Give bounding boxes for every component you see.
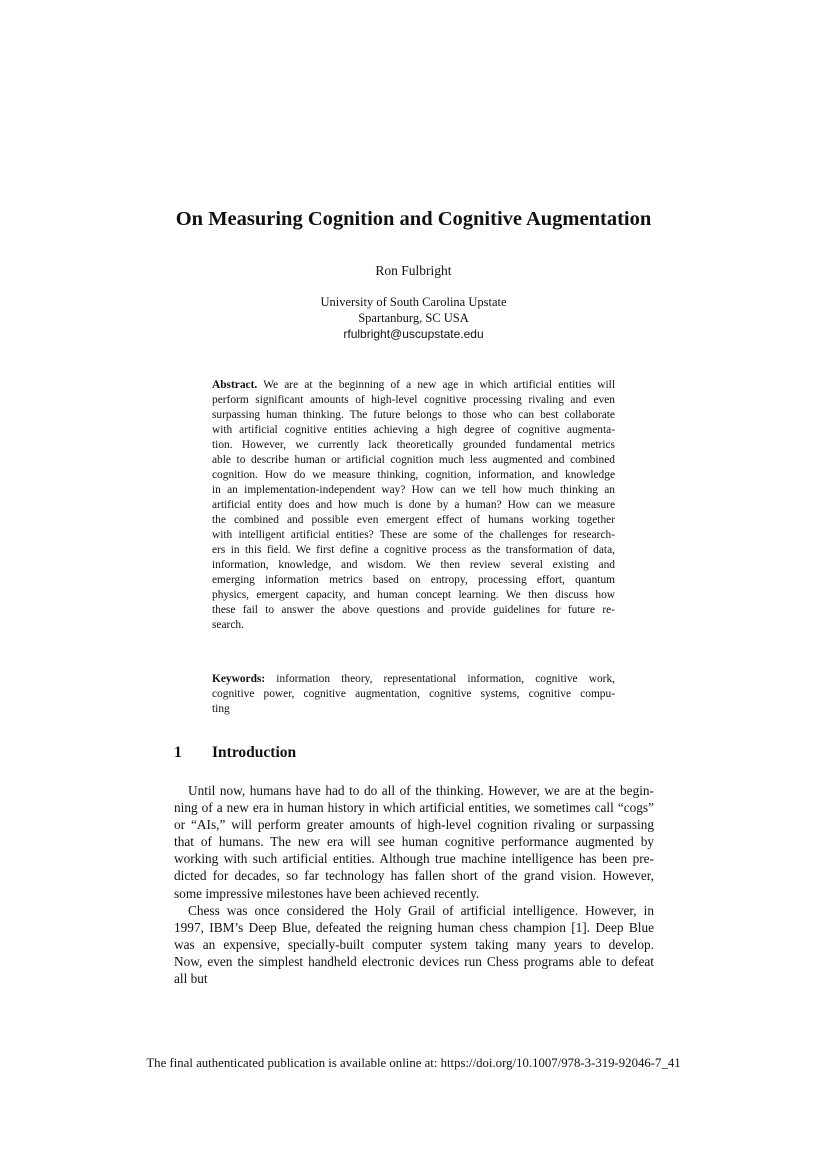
abstract-line: artificial entity does and how much is done by a human? How can we measure xyxy=(212,499,615,511)
abstract-line: these fail to answer the above questions and provide guidelines for future re- xyxy=(212,604,615,616)
abstract-line: in an implementation-independent way? How can we tell how much thinking an xyxy=(212,484,615,496)
abstract-line: with artificial cognitive entities achieving a high degree of cognitive augmenta- xyxy=(212,424,615,436)
abstract-line: the combined and possible even emergent effect of humans working together xyxy=(212,514,615,526)
abstract-line: perform significant amounts of high-level cognitive processing rivaling and even xyxy=(212,394,615,406)
body-line: was an expensive, specially-built computer system taking many years to develop. xyxy=(174,936,654,952)
abstract-line: tion. However, we currently lack theoretically grounded fundamental metrics xyxy=(212,439,615,451)
keywords-line: ting xyxy=(212,703,230,715)
body-line: that of humans. The new era will see human cognitive performance augmented by xyxy=(174,834,654,850)
section-title: Introduction xyxy=(212,744,297,761)
affiliation-institution: University of South Carolina Upstate xyxy=(320,295,507,309)
abstract-label: Abstract. xyxy=(212,379,258,391)
section-heading xyxy=(174,743,296,763)
keywords xyxy=(212,672,615,717)
body-line: or “AIs,” will perform greater amounts of high-level cognition rivaling or surpassing xyxy=(174,817,654,833)
body-line: dicted for decades, so far technology has fallen short of the grand vision. However, xyxy=(174,868,654,884)
abstract-line: search. xyxy=(212,619,244,631)
body-line: 1997, IBM’s Deep Blue, defeated the reigning human chess champion [1]. Deep Blue xyxy=(174,919,654,935)
introduction-body xyxy=(174,782,654,987)
abstract-line: Abstract. We are at the beginning of a new age in which artificial entities will xyxy=(212,379,615,391)
keywords-label: Keywords: xyxy=(212,673,266,685)
author-name: Ron Fulbright xyxy=(375,263,452,278)
body-line: working with such artificial entities. Although true machine intelligence has been pre- xyxy=(174,851,654,867)
abstract xyxy=(212,378,615,633)
body-line: Until now, humans have had to do all of the thinking. However, we are at the begin- xyxy=(188,783,654,798)
abstract-line: physics, emergent capacity, and human concept learning. We then discuss how xyxy=(212,589,615,601)
publication-footer: The final authenticated publication is available online at: https://doi.org/10.1007/978-3-319-92046-7_41 xyxy=(146,1056,681,1070)
abstract-line: able to describe human or artificial cognition much less augmented and combined xyxy=(212,454,615,466)
body-line: ning of a new era in human history in which artificial entities, we sometimes call “cogs” xyxy=(174,800,654,816)
abstract-line: information, knowledge, and wisdom. We then review several existing and xyxy=(212,559,615,571)
abstract-line: cognition. How do we measure thinking, cognition, information, and knowledge xyxy=(212,469,615,481)
keywords-line: Keywords: information theory, representational information, cognitive work, xyxy=(212,673,615,685)
author-email: rfulbright@uscupstate.edu xyxy=(343,327,484,341)
body-line: some impressive milestones have been achieved recently. xyxy=(174,885,480,901)
body-line: Chess was once considered the Holy Grail of artificial intelligence. However, in xyxy=(188,902,654,918)
affiliation-location: Spartanburg, SC USA xyxy=(358,311,469,325)
paper-title: On Measuring Cognition and Cognitive Augmentation xyxy=(175,208,652,230)
keywords-line: cognitive power, cognitive augmentation, cognitive systems, cognitive compu- xyxy=(212,688,615,700)
abstract-line: with intelligent artificial entities? These are some of the challenges for research- xyxy=(212,529,615,541)
body-line: all but xyxy=(174,971,208,987)
abstract-line: surpassing human thinking. The future belongs to those who can best collaborate xyxy=(212,409,615,421)
author-affiliation xyxy=(0,294,827,342)
body-line: Now, even the simplest handheld electronic devices run Chess programs able to defeat xyxy=(174,953,654,969)
section-number: 1 xyxy=(174,744,182,761)
abstract-line: ers in this field. We first define a cognitive process as the transformation of data, xyxy=(212,544,615,556)
abstract-line: emerging information metrics based on entropy, processing effort, quantum xyxy=(212,574,615,586)
